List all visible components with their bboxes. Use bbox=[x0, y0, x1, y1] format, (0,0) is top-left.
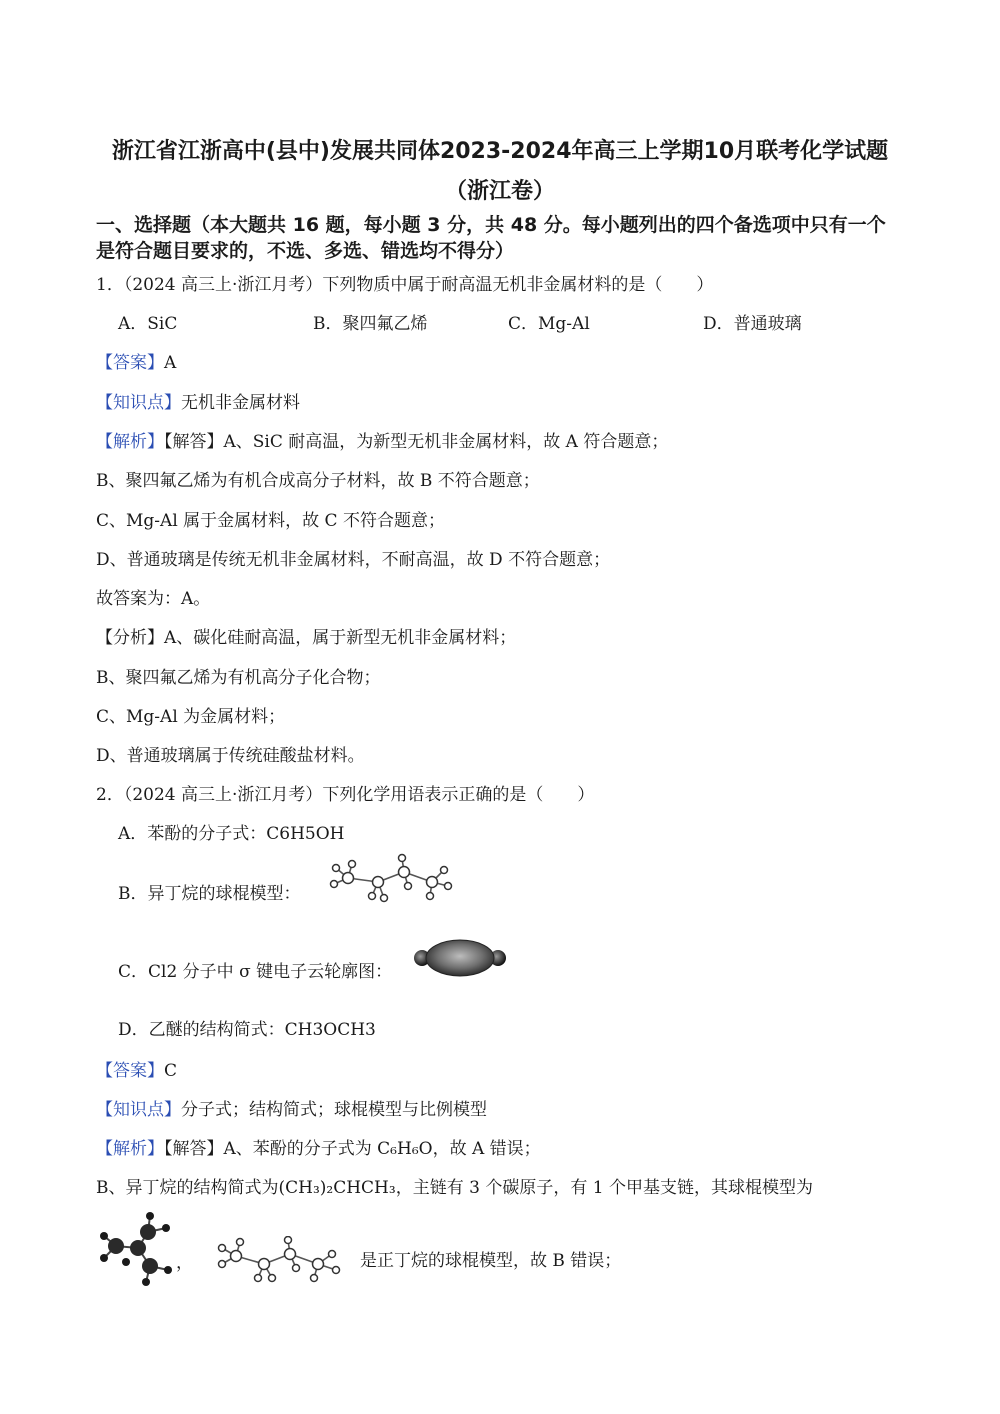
q2-option-c: C．Cl2 分子中 σ 键电子云轮廓图： bbox=[118, 962, 393, 982]
section-heading-line2: 是符合题目要求的，不选、多选、错选均不得分） bbox=[96, 240, 515, 262]
analysis-tag: 【解析】 bbox=[96, 1139, 164, 1159]
q2-option-a: A．苯酚的分子式：C6H5OH bbox=[118, 824, 345, 844]
q2-option-d: D．乙醚的结构简式：CH3OCH3 bbox=[118, 1020, 376, 1040]
q1-analysis-line: 故答案为：A。 bbox=[96, 589, 211, 609]
q1-analysis-line: C、Mg-Al 为金属材料； bbox=[96, 707, 286, 727]
q1-option-b: B．聚四氟乙烯 bbox=[313, 314, 428, 334]
q1-answer-row bbox=[96, 348, 176, 373]
q1-analysis-line: 【分析】A、碳化硅耐高温，属于新型无机非金属材料； bbox=[96, 628, 517, 648]
knowledge-tag: 【知识点】 bbox=[96, 393, 181, 413]
q2-option-b: B．异丁烷的球棍模型： bbox=[118, 884, 301, 904]
doc-title-line1: 浙江省江浙高中(县中)发展共同体2023-2024年高三上学期10月联考化学试题 bbox=[111, 139, 889, 164]
q1-stem: 1．（2024 高三上·浙江月考）下列物质中属于耐高温无机非金属材料的是（ ） bbox=[96, 275, 714, 295]
q2-answer-row bbox=[96, 1056, 177, 1081]
q1-analysis-line: B、聚四氟乙烯为有机合成高分子材料，故 B 不符合题意； bbox=[96, 471, 540, 491]
q1-analysis-line: D、普通玻璃属于传统硅酸盐材料。 bbox=[96, 746, 365, 766]
q2-comma: ， bbox=[176, 1253, 193, 1273]
analysis-tag: 【解析】 bbox=[96, 432, 164, 452]
q1-option-a: A．SiC bbox=[118, 314, 178, 334]
butane-ball-stick-model bbox=[328, 852, 458, 908]
doc-title-line2: （浙江卷） bbox=[444, 179, 555, 204]
q1-option-c: C．Mg-Al bbox=[508, 314, 590, 334]
section-heading-line1: 一、选择题（本大题共 16 题，每小题 3 分，共 48 分。每小题列出的四个备选项中只有一个 bbox=[96, 214, 886, 236]
sigma-bond-electron-cloud-image bbox=[412, 936, 508, 980]
q2-knowledge-row bbox=[96, 1095, 487, 1120]
q1-analysis-line: B、聚四氟乙烯为有机高分子化合物； bbox=[96, 668, 381, 688]
q2-analysis-b: B、异丁烷的结构简式为(CH₃)₂CHCH₃，主链有 3 个碳原子，有 1 个甲基支链，其球棍模型为 bbox=[96, 1178, 813, 1198]
q1-knowledge: 无机非金属材料 bbox=[181, 393, 300, 413]
q1-analysis-line: C、Mg-Al 属于金属材料，故 C 不符合题意； bbox=[96, 511, 445, 531]
q1-answer: A bbox=[164, 353, 177, 373]
n-butane-ball-stick-model bbox=[214, 1236, 346, 1284]
isobutane-ball-stick-model bbox=[96, 1212, 180, 1288]
answer-tag: 【答案】 bbox=[96, 1061, 164, 1081]
q2-knowledge: 分子式；结构简式；球棍模型与比例模型 bbox=[181, 1100, 487, 1120]
knowledge-tag: 【知识点】 bbox=[96, 1100, 181, 1120]
q2-analysis-b2: 是正丁烷的球棍模型，故 B 错误； bbox=[360, 1251, 622, 1271]
q2-analysis-row bbox=[96, 1134, 541, 1159]
q1-analysis-row bbox=[96, 427, 668, 452]
q1-analysis-line: 【解答】A、SiC 耐高温，为新型无机非金属材料，故 A 符合题意； bbox=[164, 432, 669, 452]
q1-option-d: D．普通玻璃 bbox=[703, 314, 802, 334]
answer-tag: 【答案】 bbox=[96, 353, 164, 373]
q2-stem: 2．（2024 高三上·浙江月考）下列化学用语表示正确的是（ ） bbox=[96, 785, 595, 805]
q2-answer: C bbox=[164, 1061, 178, 1081]
q1-analysis-line: D、普通玻璃是传统无机非金属材料，不耐高温，故 D 不符合题意； bbox=[96, 550, 611, 570]
q2-analysis-a: 【解答】A、苯酚的分子式为 C₆H₆O，故 A 错误； bbox=[164, 1139, 541, 1159]
q1-knowledge-row bbox=[96, 388, 300, 413]
